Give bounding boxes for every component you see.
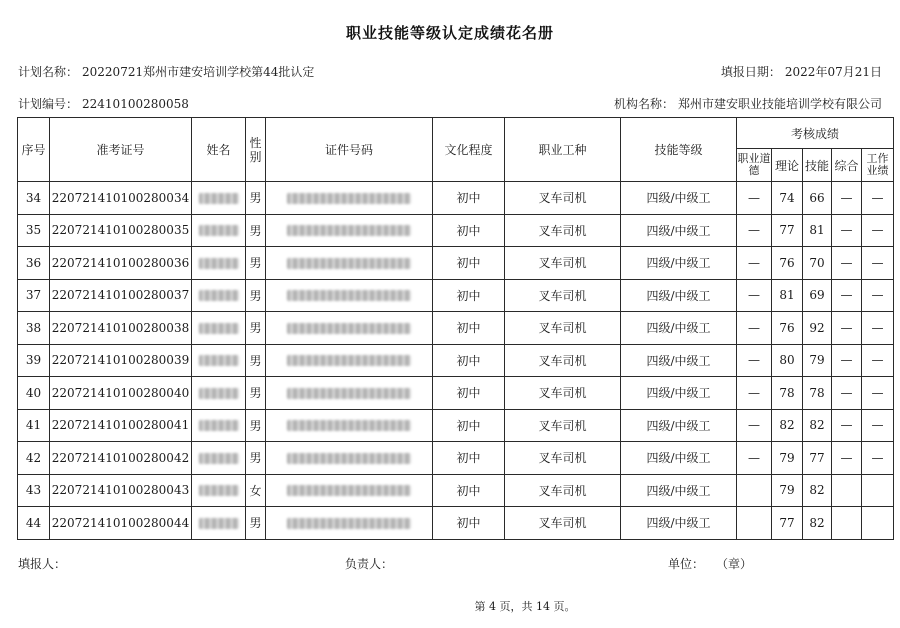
cell-id-no: [266, 247, 433, 280]
cell-comprehensive: —: [832, 377, 862, 410]
cell-comprehensive: —: [832, 409, 862, 442]
page-title: 职业技能等级认定成绩花名册: [345, 24, 554, 42]
redacted-id-number: [287, 290, 411, 301]
redacted-id-number: [287, 388, 411, 399]
cell-skill: 92: [803, 312, 832, 345]
cell-comprehensive: —: [832, 247, 862, 280]
cell-skill: 81: [803, 214, 832, 247]
cell-theory: 76: [772, 312, 803, 345]
cell-gender: 男: [246, 182, 266, 215]
cell-skill: 82: [803, 474, 832, 507]
cell-skill: 78: [803, 377, 832, 410]
cell-theory: 82: [772, 409, 803, 442]
cell-comprehensive: —: [832, 182, 862, 215]
cell-seq: 44: [18, 507, 50, 540]
cell-skill: 82: [803, 409, 832, 442]
cell-comprehensive: [832, 507, 862, 540]
cell-theory: 79: [772, 474, 803, 507]
cell-ethics: —: [737, 279, 772, 312]
cell-education: 初中: [433, 279, 505, 312]
cell-id-no: [266, 409, 433, 442]
cell-education: 初中: [433, 474, 505, 507]
cell-comprehensive: —: [832, 214, 862, 247]
cell-skill-level: 四级/中级工: [621, 279, 737, 312]
redacted-name: [199, 518, 239, 529]
cell-education: 初中: [433, 409, 505, 442]
fill-date-value: 2022年07月21日: [784, 65, 882, 79]
page-indicator-text: 第 4 页，共 14 页。: [474, 600, 576, 613]
header-skill-level: 技能等级: [621, 118, 737, 182]
cell-exam-no: 220721410100280039: [50, 344, 192, 377]
cell-seq: 34: [18, 182, 50, 215]
cell-ethics: —: [737, 409, 772, 442]
redacted-name: [199, 388, 239, 399]
cell-name: [192, 474, 246, 507]
header-id-no: 证件号码: [266, 118, 433, 182]
redacted-id-number: [287, 225, 411, 236]
cell-exam-no: 220721410100280038: [50, 312, 192, 345]
cell-occupation: 叉车司机: [505, 247, 621, 280]
cell-occupation: 叉车司机: [505, 474, 621, 507]
cell-work-performance: —: [862, 442, 894, 475]
redacted-name: [199, 323, 239, 334]
cell-work-performance: —: [862, 247, 894, 280]
plan-number: [18, 95, 189, 112]
header-name: 姓名: [192, 118, 246, 182]
table-row: [18, 442, 894, 475]
cell-education: 初中: [433, 312, 505, 345]
cell-skill-level: 四级/中级工: [621, 409, 737, 442]
cell-theory: 78: [772, 377, 803, 410]
cell-education: 初中: [433, 182, 505, 215]
cell-id-no: [266, 344, 433, 377]
cell-education: 初中: [433, 344, 505, 377]
cell-ethics: [737, 507, 772, 540]
cell-skill: 69: [803, 279, 832, 312]
cell-theory: 81: [772, 279, 803, 312]
header-exam-no: 准考证号: [50, 118, 192, 182]
cell-work-performance: —: [862, 312, 894, 345]
cell-skill: 66: [803, 182, 832, 215]
cell-name: [192, 377, 246, 410]
cell-exam-no: 220721410100280043: [50, 474, 192, 507]
cell-seq: 37: [18, 279, 50, 312]
redacted-id-number: [287, 453, 411, 464]
header-gender: 性别: [246, 118, 266, 182]
cell-education: 初中: [433, 214, 505, 247]
unit-label: 单位：: [668, 557, 705, 571]
cell-exam-no: 220721410100280037: [50, 279, 192, 312]
redacted-id-number: [287, 323, 411, 334]
cell-occupation: 叉车司机: [505, 442, 621, 475]
cell-education: 初中: [433, 442, 505, 475]
cell-gender: 男: [246, 312, 266, 345]
page-indicator: [0, 598, 900, 614]
cell-occupation: 叉车司机: [505, 344, 621, 377]
cell-occupation: 叉车司机: [505, 312, 621, 345]
cell-theory: 77: [772, 507, 803, 540]
cell-id-no: [266, 442, 433, 475]
filler-signature: 填报人：: [18, 557, 67, 571]
cell-work-performance: —: [862, 182, 894, 215]
cell-occupation: 叉车司机: [505, 409, 621, 442]
cell-gender: 男: [246, 507, 266, 540]
cell-exam-no: 220721410100280042: [50, 442, 192, 475]
cell-occupation: 叉车司机: [505, 377, 621, 410]
redacted-name: [199, 420, 239, 431]
organization-name: [614, 95, 882, 112]
cell-seq: 43: [18, 474, 50, 507]
cell-skill-level: 四级/中级工: [621, 507, 737, 540]
cell-seq: 36: [18, 247, 50, 280]
table-row: [18, 507, 894, 540]
header-work-performance: 工作业绩: [862, 149, 894, 182]
cell-work-performance: —: [862, 279, 894, 312]
cell-comprehensive: —: [832, 279, 862, 312]
cell-exam-no: 220721410100280034: [50, 182, 192, 215]
redacted-name: [199, 258, 239, 269]
cell-name: [192, 344, 246, 377]
header-comprehensive: 综合: [832, 149, 862, 182]
cell-id-no: [266, 312, 433, 345]
cell-gender: 男: [246, 214, 266, 247]
cell-seq: 39: [18, 344, 50, 377]
cell-comprehensive: [832, 474, 862, 507]
redacted-name: [199, 225, 239, 236]
cell-theory: 80: [772, 344, 803, 377]
plan-number-label: 计划编号：: [18, 97, 79, 111]
cell-work-performance: —: [862, 344, 894, 377]
redacted-id-number: [287, 258, 411, 269]
cell-gender: 男: [246, 279, 266, 312]
table-row: [18, 409, 894, 442]
cell-id-no: [266, 507, 433, 540]
cell-comprehensive: —: [832, 344, 862, 377]
cell-theory: 79: [772, 442, 803, 475]
cell-gender: 男: [246, 344, 266, 377]
cell-exam-no: 220721410100280036: [50, 247, 192, 280]
cell-occupation: 叉车司机: [505, 507, 621, 540]
table-row: [18, 377, 894, 410]
cell-seq: 41: [18, 409, 50, 442]
cell-occupation: 叉车司机: [505, 182, 621, 215]
cell-education: 初中: [433, 507, 505, 540]
cell-skill-level: 四级/中级工: [621, 182, 737, 215]
cell-name: [192, 279, 246, 312]
cell-theory: 77: [772, 214, 803, 247]
cell-work-performance: —: [862, 214, 894, 247]
redacted-id-number: [287, 355, 411, 366]
unit-seal: [668, 555, 752, 572]
redacted-name: [199, 453, 239, 464]
cell-gender: 男: [246, 377, 266, 410]
cell-skill: 70: [803, 247, 832, 280]
cell-ethics: —: [737, 247, 772, 280]
cell-seq: 42: [18, 442, 50, 475]
plan-name-value: 20220721郑州市建安培训学校第44批认定: [82, 65, 315, 79]
fill-date-label: 填报日期：: [720, 65, 781, 79]
cell-comprehensive: —: [832, 312, 862, 345]
cell-work-performance: [862, 507, 894, 540]
cell-ethics: —: [737, 182, 772, 215]
cell-ethics: —: [737, 312, 772, 345]
table-row: [18, 474, 894, 507]
seal-mark: （章）: [722, 557, 753, 571]
cell-id-no: [266, 182, 433, 215]
header-scores: 考核成绩: [737, 118, 894, 149]
redacted-id-number: [287, 518, 411, 529]
cell-skill-level: 四级/中级工: [621, 344, 737, 377]
organization-label: 机构名称：: [613, 97, 674, 111]
header-theory: 理论: [772, 149, 803, 182]
cell-skill: 77: [803, 442, 832, 475]
redacted-id-number: [287, 193, 411, 204]
redacted-id-number: [287, 420, 411, 431]
header-occupation: 职业工种: [505, 118, 621, 182]
cell-name: [192, 312, 246, 345]
cell-ethics: [737, 474, 772, 507]
cell-seq: 35: [18, 214, 50, 247]
cell-ethics: —: [737, 377, 772, 410]
cell-ethics: —: [737, 442, 772, 475]
fill-date: [721, 63, 882, 80]
cell-ethics: —: [737, 214, 772, 247]
table-row: [18, 312, 894, 345]
cell-id-no: [266, 214, 433, 247]
cell-comprehensive: —: [832, 442, 862, 475]
cell-theory: 76: [772, 247, 803, 280]
redacted-name: [199, 485, 239, 496]
organization-value: 郑州市建安职业技能培训学校有限公司: [677, 97, 882, 111]
plan-name-label: 计划名称：: [18, 65, 79, 79]
cell-skill: 79: [803, 344, 832, 377]
plan-name: [18, 63, 314, 80]
cell-theory: 74: [772, 182, 803, 215]
header-ethics: 职业道德: [737, 149, 772, 182]
plan-number-value: 22410100280058: [82, 97, 189, 111]
header-seq: 序号: [18, 118, 50, 182]
cell-name: [192, 507, 246, 540]
cell-name: [192, 247, 246, 280]
cell-exam-no: 220721410100280041: [50, 409, 192, 442]
responsible-signature: 负责人：: [345, 557, 394, 571]
cell-id-no: [266, 474, 433, 507]
table-row: [18, 247, 894, 280]
cell-id-no: [266, 279, 433, 312]
cell-gender: 男: [246, 409, 266, 442]
cell-skill-level: 四级/中级工: [621, 442, 737, 475]
cell-education: 初中: [433, 247, 505, 280]
cell-gender: 男: [246, 442, 266, 475]
cell-name: [192, 409, 246, 442]
header-education: 文化程度: [433, 118, 505, 182]
cell-work-performance: [862, 474, 894, 507]
cell-skill-level: 四级/中级工: [621, 312, 737, 345]
cell-skill-level: 四级/中级工: [621, 377, 737, 410]
cell-exam-no: 220721410100280040: [50, 377, 192, 410]
redacted-name: [199, 193, 239, 204]
cell-seq: 38: [18, 312, 50, 345]
table-row: [18, 279, 894, 312]
table-row: [18, 182, 894, 215]
cell-exam-no: 220721410100280044: [50, 507, 192, 540]
cell-skill: 82: [803, 507, 832, 540]
cell-gender: 女: [246, 474, 266, 507]
cell-occupation: 叉车司机: [505, 214, 621, 247]
cell-ethics: —: [737, 344, 772, 377]
cell-name: [192, 182, 246, 215]
cell-education: 初中: [433, 377, 505, 410]
cell-id-no: [266, 377, 433, 410]
redacted-name: [199, 355, 239, 366]
cell-skill-level: 四级/中级工: [621, 474, 737, 507]
redacted-id-number: [287, 485, 411, 496]
cell-gender: 男: [246, 247, 266, 280]
cell-skill-level: 四级/中级工: [621, 247, 737, 280]
cell-exam-no: 220721410100280035: [50, 214, 192, 247]
score-roster-table: [17, 117, 894, 540]
table-row: [18, 214, 894, 247]
cell-seq: 40: [18, 377, 50, 410]
cell-skill-level: 四级/中级工: [621, 214, 737, 247]
cell-name: [192, 442, 246, 475]
cell-work-performance: —: [862, 377, 894, 410]
cell-name: [192, 214, 246, 247]
table-row: [18, 344, 894, 377]
table-header-row: [18, 118, 894, 149]
header-skill: 技能: [803, 149, 832, 182]
cell-occupation: 叉车司机: [505, 279, 621, 312]
cell-work-performance: —: [862, 409, 894, 442]
redacted-name: [199, 290, 239, 301]
